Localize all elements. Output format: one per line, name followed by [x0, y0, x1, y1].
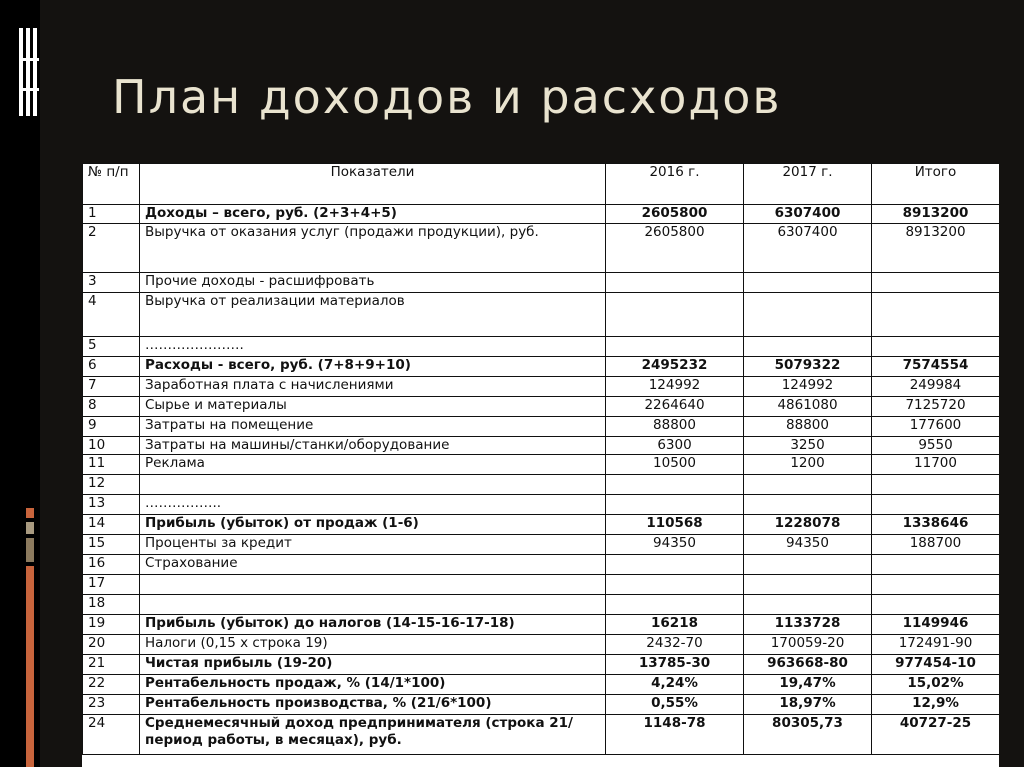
row-number: 23 [83, 695, 140, 715]
table-row [83, 555, 1000, 575]
income-expense-table-container [82, 163, 999, 767]
row-value-total [872, 337, 1000, 357]
row-indicator: Среднемесячный доход предпринимателя (строка 21/период работы, в месяцах), руб. [140, 715, 606, 755]
row-value-total: 172491-90 [872, 635, 1000, 655]
row-value-2017 [744, 337, 872, 357]
table-row [83, 437, 1000, 455]
row-value-2017 [744, 495, 872, 515]
row-number: 14 [83, 515, 140, 535]
row-value-2016: 110568 [606, 515, 744, 535]
table-row [83, 575, 1000, 595]
table-row [83, 475, 1000, 495]
table-row [83, 495, 1000, 515]
row-value-2016 [606, 475, 744, 495]
row-number: 3 [83, 273, 140, 293]
row-value-total [872, 273, 1000, 293]
row-value-2017: 19,47% [744, 675, 872, 695]
table-row [83, 205, 1000, 224]
row-value-2017: 88800 [744, 417, 872, 437]
table-header-row [83, 164, 1000, 205]
row-value-total [872, 475, 1000, 495]
row-indicator: …………….. [140, 495, 606, 515]
table-row [83, 273, 1000, 293]
header-2017: 2017 г. [744, 164, 872, 205]
row-value-total: 15,02% [872, 675, 1000, 695]
row-value-total [872, 293, 1000, 337]
row-value-total: 188700 [872, 535, 1000, 555]
row-value-2017: 5079322 [744, 357, 872, 377]
row-indicator [140, 575, 606, 595]
row-number: 13 [83, 495, 140, 515]
row-number: 20 [83, 635, 140, 655]
table-row [83, 515, 1000, 535]
row-indicator: Налоги (0,15 х строка 19) [140, 635, 606, 655]
header-total: Итого [872, 164, 1000, 205]
table-row [83, 397, 1000, 417]
right-edge-strip [999, 163, 1024, 767]
table-row [83, 715, 1000, 755]
row-value-2017: 94350 [744, 535, 872, 555]
row-value-2017 [744, 475, 872, 495]
row-value-2016 [606, 595, 744, 615]
income-expense-table [82, 163, 999, 755]
row-value-2017: 3250 [744, 437, 872, 455]
table-row [83, 377, 1000, 397]
row-value-total [872, 595, 1000, 615]
row-number: 17 [83, 575, 140, 595]
row-number: 24 [83, 715, 140, 755]
row-number: 22 [83, 675, 140, 695]
page-title: План доходов и расходов [112, 70, 782, 124]
row-value-total: 9550 [872, 437, 1000, 455]
header-2016: 2016 г. [606, 164, 744, 205]
deco-bar [19, 58, 39, 61]
row-number: 1 [83, 205, 140, 224]
row-number: 4 [83, 293, 140, 337]
row-value-2016 [606, 495, 744, 515]
row-number: 18 [83, 595, 140, 615]
row-value-2017: 6307400 [744, 224, 872, 273]
row-indicator: Страхование [140, 555, 606, 575]
deco-bar [19, 88, 39, 91]
row-indicator: Прибыль (убыток) от продаж (1-6) [140, 515, 606, 535]
row-number: 11 [83, 455, 140, 475]
row-value-2016: 6300 [606, 437, 744, 455]
row-number: 15 [83, 535, 140, 555]
row-indicator: Прибыль (убыток) до налогов (14-15-16-17-18) [140, 615, 606, 635]
row-value-2016 [606, 273, 744, 293]
row-indicator: Реклама [140, 455, 606, 475]
table-row [83, 417, 1000, 437]
row-value-2017: 1228078 [744, 515, 872, 535]
row-indicator: …………………. [140, 337, 606, 357]
deco-bar [33, 28, 37, 116]
row-value-total [872, 555, 1000, 575]
table-row [83, 293, 1000, 337]
row-indicator: Сырье и материалы [140, 397, 606, 417]
row-number: 16 [83, 555, 140, 575]
row-indicator: Расходы - всего, руб. (7+8+9+10) [140, 357, 606, 377]
row-indicator: Выручка от реализации материалов [140, 293, 606, 337]
row-indicator: Чистая прибыль (19-20) [140, 655, 606, 675]
row-indicator: Прочие доходы - расшифровать [140, 273, 606, 293]
row-value-2016: 94350 [606, 535, 744, 555]
row-value-total: 1149946 [872, 615, 1000, 635]
table-row [83, 695, 1000, 715]
row-value-2017 [744, 595, 872, 615]
row-value-2017 [744, 273, 872, 293]
deco-bar [19, 28, 23, 116]
row-value-2016 [606, 575, 744, 595]
row-value-2017 [744, 555, 872, 575]
row-value-2017: 1200 [744, 455, 872, 475]
row-value-2016: 2605800 [606, 224, 744, 273]
deco-bar [26, 28, 30, 116]
row-value-2017: 80305,73 [744, 715, 872, 755]
table-body [83, 205, 1000, 755]
row-value-total: 12,9% [872, 695, 1000, 715]
deco-block [26, 522, 34, 534]
table-row [83, 224, 1000, 273]
table-row [83, 455, 1000, 475]
row-value-2016: 2495232 [606, 357, 744, 377]
row-indicator [140, 595, 606, 615]
row-value-2016: 124992 [606, 377, 744, 397]
row-value-2017: 124992 [744, 377, 872, 397]
row-value-total [872, 495, 1000, 515]
row-value-total: 249984 [872, 377, 1000, 397]
row-value-2016 [606, 555, 744, 575]
row-value-2016: 0,55% [606, 695, 744, 715]
row-value-total: 40727-25 [872, 715, 1000, 755]
row-number: 21 [83, 655, 140, 675]
row-value-2017: 4861080 [744, 397, 872, 417]
row-value-total: 8913200 [872, 205, 1000, 224]
row-number: 5 [83, 337, 140, 357]
row-value-2017: 170059-20 [744, 635, 872, 655]
row-number: 2 [83, 224, 140, 273]
row-number: 7 [83, 377, 140, 397]
row-indicator: Затраты на машины/станки/оборудование [140, 437, 606, 455]
table-row [83, 655, 1000, 675]
row-value-2016: 4,24% [606, 675, 744, 695]
row-value-total: 177600 [872, 417, 1000, 437]
deco-block [26, 566, 34, 767]
row-indicator: Проценты за кредит [140, 535, 606, 555]
header-num: № п/п [83, 164, 140, 205]
row-value-total: 1338646 [872, 515, 1000, 535]
row-value-2016: 88800 [606, 417, 744, 437]
table-row [83, 635, 1000, 655]
row-value-2017: 18,97% [744, 695, 872, 715]
row-indicator: Выручка от оказания услуг (продажи продукции), руб. [140, 224, 606, 273]
table-row [83, 357, 1000, 377]
header-indicator: Показатели [140, 164, 606, 205]
row-indicator: Рентабельность производства, % (21/6*100) [140, 695, 606, 715]
deco-block [26, 508, 34, 518]
row-indicator: Затраты на помещение [140, 417, 606, 437]
row-value-2017: 6307400 [744, 205, 872, 224]
table-row [83, 535, 1000, 555]
row-value-total: 977454-10 [872, 655, 1000, 675]
row-value-2016: 2605800 [606, 205, 744, 224]
row-value-2016 [606, 293, 744, 337]
row-value-2016: 16218 [606, 615, 744, 635]
table-row [83, 337, 1000, 357]
decorative-sidebar [0, 0, 40, 767]
row-value-2016 [606, 337, 744, 357]
row-number: 19 [83, 615, 140, 635]
row-value-total: 7125720 [872, 397, 1000, 417]
row-value-total [872, 575, 1000, 595]
row-indicator [140, 475, 606, 495]
row-number: 9 [83, 417, 140, 437]
table-row [83, 615, 1000, 635]
deco-block [26, 538, 34, 562]
row-value-2017 [744, 293, 872, 337]
row-value-total: 8913200 [872, 224, 1000, 273]
row-value-2016: 1148-78 [606, 715, 744, 755]
row-value-2016: 2264640 [606, 397, 744, 417]
row-value-2016: 10500 [606, 455, 744, 475]
table-row [83, 595, 1000, 615]
row-indicator: Рентабельность продаж, % (14/1*100) [140, 675, 606, 695]
row-number: 8 [83, 397, 140, 417]
row-value-total: 11700 [872, 455, 1000, 475]
row-value-2017: 1133728 [744, 615, 872, 635]
row-number: 6 [83, 357, 140, 377]
row-number: 10 [83, 437, 140, 455]
row-indicator: Заработная плата с начислениями [140, 377, 606, 397]
row-value-2016: 13785-30 [606, 655, 744, 675]
row-number: 12 [83, 475, 140, 495]
row-value-2017: 963668-80 [744, 655, 872, 675]
row-value-2017 [744, 575, 872, 595]
table-row [83, 675, 1000, 695]
row-indicator: Доходы – всего, руб. (2+3+4+5) [140, 205, 606, 224]
row-value-total: 7574554 [872, 357, 1000, 377]
row-value-2016: 2432-70 [606, 635, 744, 655]
